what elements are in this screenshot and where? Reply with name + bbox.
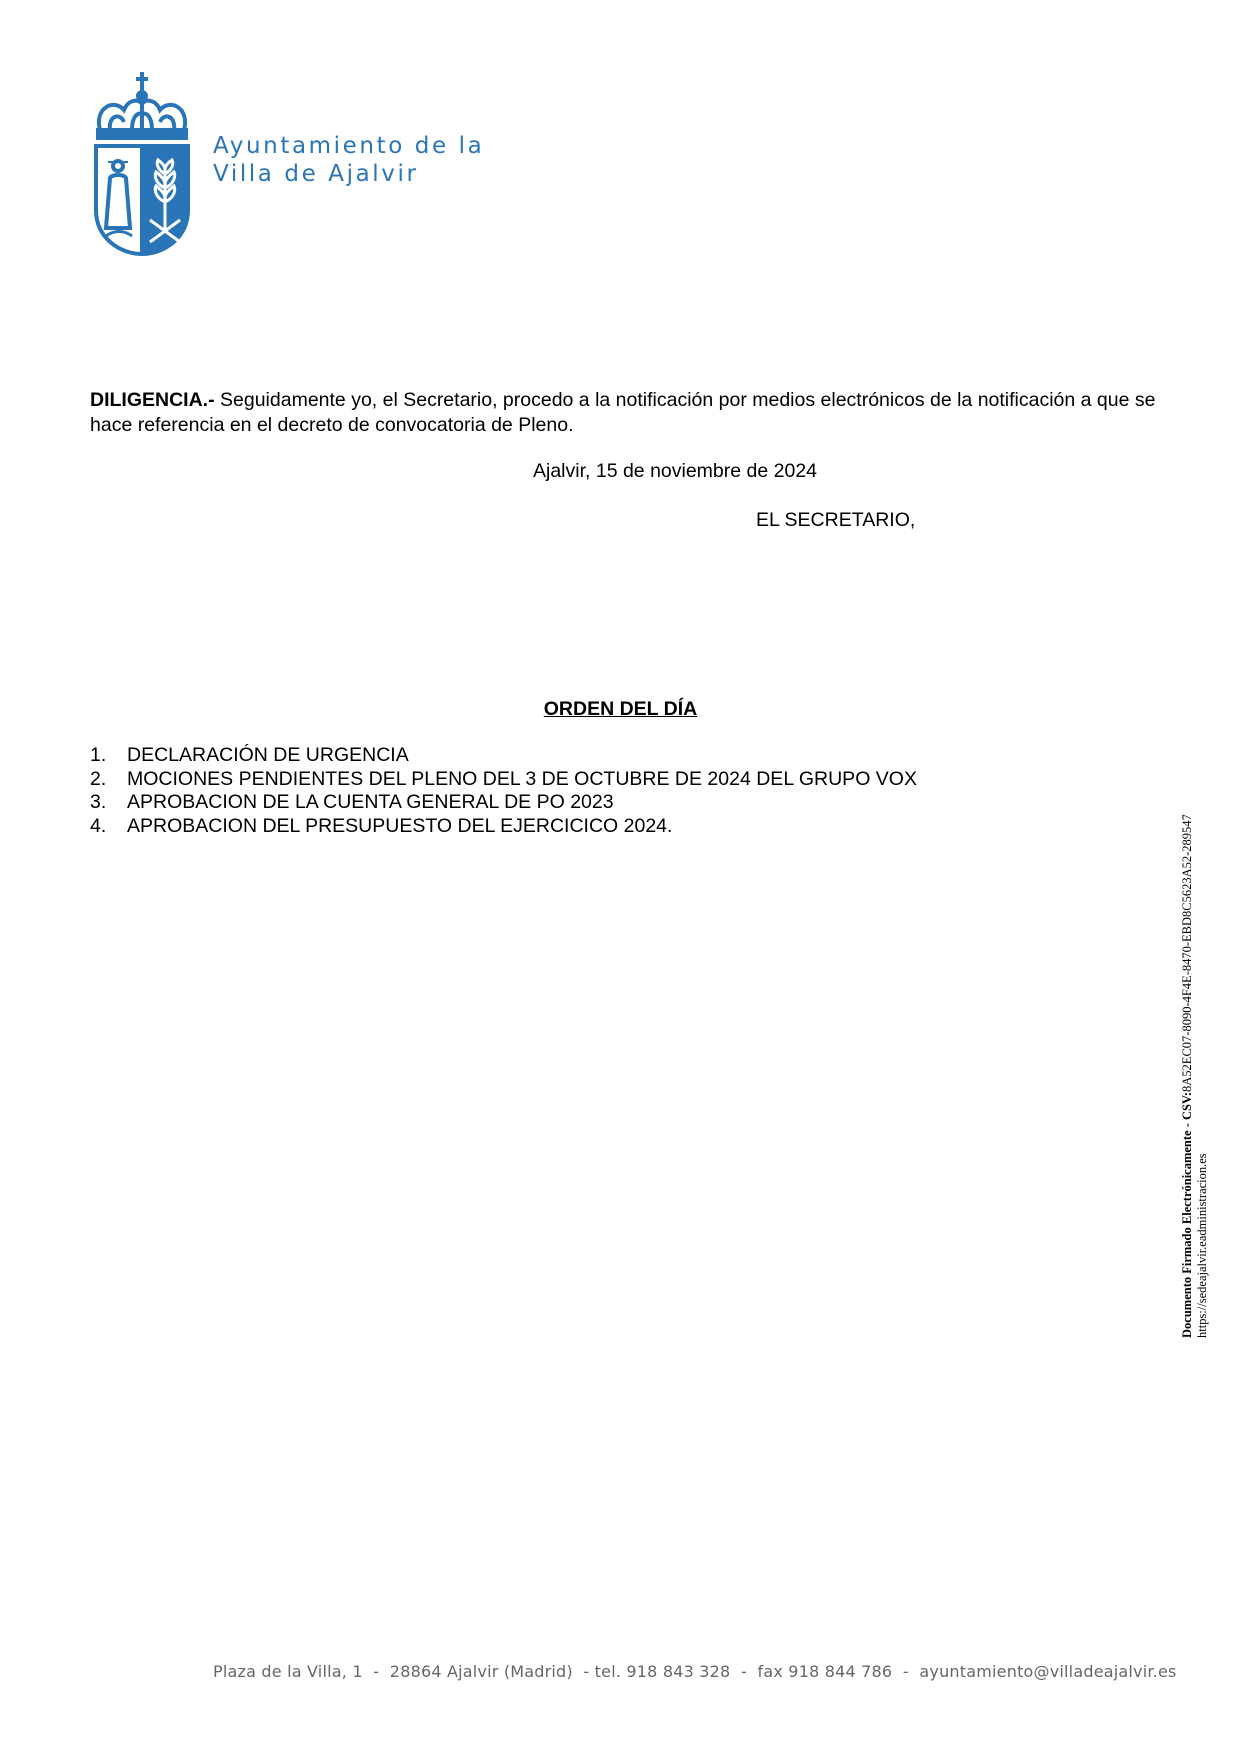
agenda-item-number: 2. (90, 767, 107, 790)
org-name (213, 132, 484, 188)
agenda-list (90, 744, 917, 838)
agenda-item-text: APROBACION DE LA CUENTA GENERAL DE PO 2023 (127, 791, 614, 813)
agenda-item-number: 4. (90, 814, 107, 837)
agenda-item-text: DECLARACIÓN DE URGENCIA (127, 744, 409, 766)
footer-address: Plaza de la Villa, 1 - 28864 Ajalvir (Madrid) - tel. 918 843 328 - fax 918 844 786 - ayuntamiento@villadeajalvir.es (213, 1662, 1177, 1681)
diligencia-label: DILIGENCIA.- (90, 389, 215, 411)
order-title: ORDEN DEL DÍA (543, 698, 698, 720)
stamp-label: Documento Firmado Electrónicamente - CSV: (1180, 1091, 1194, 1338)
agenda-item (90, 744, 917, 768)
coat-of-arms-icon (92, 70, 192, 256)
diligencia-paragraph (90, 388, 1160, 438)
agenda-item-text: MOCIONES PENDIENTES DEL PLENO DEL 3 DE OCTUBRE DE 2024 DEL GRUPO VOX (127, 767, 917, 790)
electronic-signature-stamp (1180, 698, 1210, 1338)
signer: EL SECRETARIO, (756, 509, 916, 531)
date-line: Ajalvir, 15 de noviembre de 2024 (533, 460, 818, 482)
stamp-csv: 8A52EC07-8090-4F4E-8470-EBD8C5623A52-289547 (1180, 814, 1194, 1092)
org-name-line1: Ayuntamiento de la (213, 133, 485, 159)
agenda-item (90, 791, 917, 815)
agenda-item-number: 1. (90, 744, 107, 766)
diligencia-text: Seguidamente yo, el Secretario, procedo a la notificación por medios electrónicos de la notificación a que se hace referencia en el decreto de convocatoria de Pleno. (90, 389, 1156, 436)
org-name-line2: Villa de Ajalvir (213, 161, 419, 187)
agenda-item-text: APROBACION DEL PRESUPUESTO DEL EJERCICICO 2024. (127, 814, 673, 837)
agenda-item (90, 815, 917, 839)
stamp-url: https://sedeajalvir.eadministracion.es (1195, 1153, 1209, 1338)
agenda-item-number: 3. (90, 791, 107, 813)
agenda-item (90, 768, 917, 792)
